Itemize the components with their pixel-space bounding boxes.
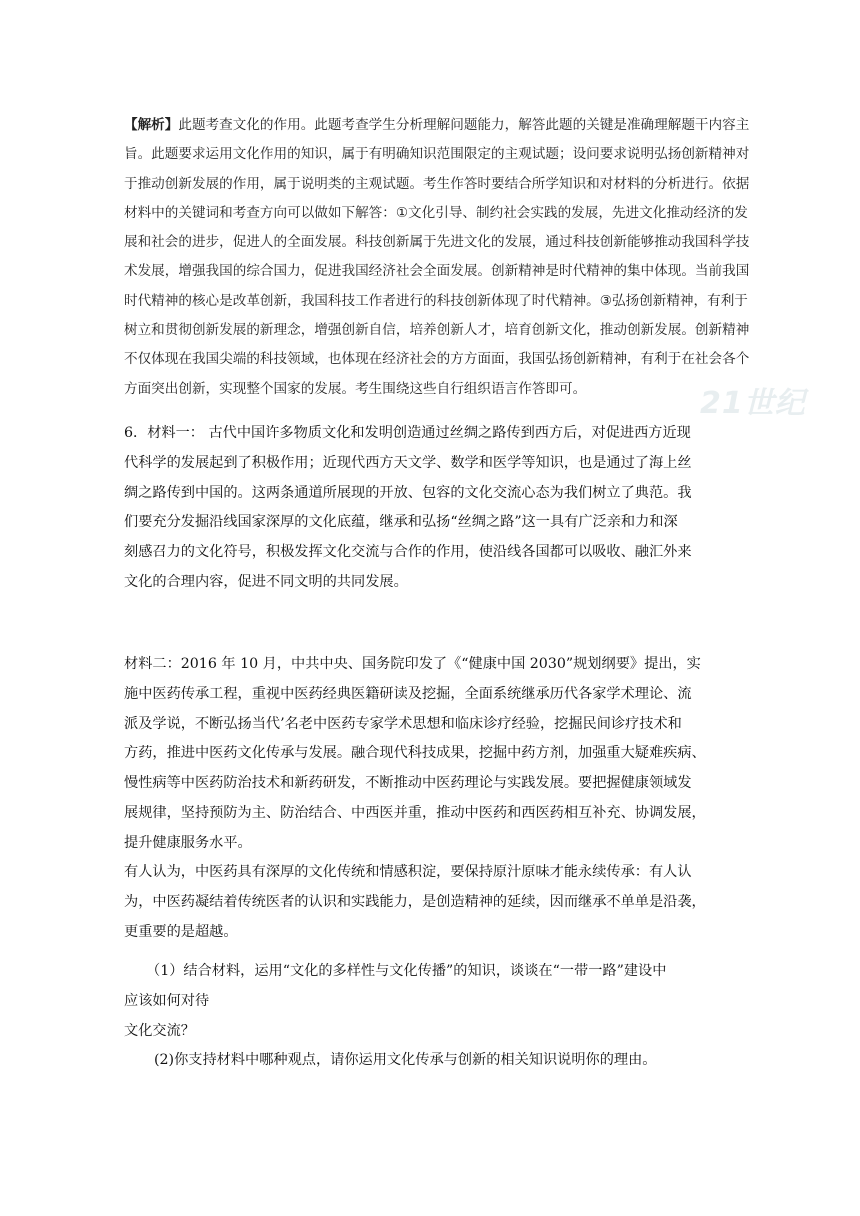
watermark-logo: 21世纪 xyxy=(700,386,806,421)
sub-question-1-line: 应该如何对待 xyxy=(124,992,210,1009)
viewpoints-paragraph xyxy=(124,858,736,947)
material-two-paragraph xyxy=(124,650,736,859)
analysis-line: 旨。此题要求运用文化作用的知识，属于有明确知识范围限定的主观试题；设问要求说明弘扬创新精神对 xyxy=(124,146,750,163)
viewpoints-line: 有人认为，中医药具有深厚的文化传统和情感积淀，要保持原汁原味才能永续传承：有人认 xyxy=(124,864,692,880)
analysis-line: 材料中的关键词和考查方向可以做如下解答：①文化引导、制约社会实践的发展，先进文化推动经济的发 xyxy=(124,204,748,221)
analysis-paragraph xyxy=(124,111,750,404)
sub-question-1-line: 文化交流？ xyxy=(124,1022,195,1039)
material-one-line: 绸之路传到中国的。这两条通道所展现的开放、包容的文化交流心态为我们树立了典范。我 xyxy=(124,484,692,501)
analysis-tag: 【解析】 xyxy=(124,117,179,133)
sub-questions xyxy=(124,957,736,1076)
material-two-line: 慢性病等中医药防治技术和新药研发，不断推动中医药理论与实践发展。要把握健康领域发 xyxy=(124,775,692,792)
analysis-line: 术发展，增强我国的综合国力，促进我国经济社会全面发展。创新精神是时代精神的集中体现。当前我国 xyxy=(124,263,750,280)
material-two-line: 展规律，坚持预防为主、防治结合、中西医并重，推动中医药和西医药相互补充、协调发展， xyxy=(124,804,706,821)
material-two-line: 材料二：2016 年 10 月，中共中央、国务院印发了《“健康中国 2030”规划纲要》提出，实 xyxy=(124,656,701,672)
sub-question-2: (2)你支持材料中哪种观点，请你运用文化传承与创新的相关知识说明你的理由。 xyxy=(154,1052,657,1069)
analysis-line: 展和社会的进步，促进人的全面发展。科技创新属于先进文化的发展，通过科技创新能够推动我国科学技 xyxy=(124,234,750,251)
analysis-line: 于推动创新发展的作用，属于说明类的主观试题。考生作答时要结合所学知识和对材料的分析进行。依据 xyxy=(124,175,750,192)
material-one-line: 们要充分发掘沿线国家深厚的文化底蕴，继承和弘扬“丝绸之路”这一具有广泛亲和力和深 xyxy=(124,514,678,531)
material-two-line: 方药，推进中医药文化传承与发展。融合现代科技成果，挖掘中药方剂，加强重大疑难疾病、 xyxy=(124,745,706,762)
material-two-line: 派及学说，不断弘扬当代’名老中医药专家学术思想和临床诊疗经验，挖掘民间诊疗技术和 xyxy=(124,715,682,732)
analysis-line: 树立和贯彻创新发展的新理念，增强创新自信，培养创新人才，培育创新文化，推动创新发展。创新精神 xyxy=(124,322,750,339)
material-one-line: 文化的合理内容，促进不同文明的共同发展。 xyxy=(124,573,408,590)
viewpoints-line: 更重要的是超越。 xyxy=(124,923,238,940)
material-two-line: 提升健康服务水平。 xyxy=(124,834,252,851)
viewpoints-line: 为，中医药凝结着传统医者的认识和实践能力，是创造精神的延续，因而继承不单单是沿袭， xyxy=(124,893,706,910)
analysis-line: 此题考查文化的作用。此题考查学生分析理解问题能力，解答此题的关键是准确理解题干内容主 xyxy=(178,117,750,133)
material-two-line: 施中医药传承工程，重视中医药经典医籍研读及挖掘，全面系统继承历代各家学术理论、流 xyxy=(124,685,692,702)
analysis-line: 时代精神的核心是改革创新，我国科技工作者进行的科技创新体现了时代精神。③弘扬创新精神，有利于 xyxy=(124,292,748,309)
material-one-line: 6．材料一： 古代中国许多物质文化和发明创造通过丝绸之路传到西方后，对促进西方近现 xyxy=(124,425,691,441)
material-one-line: 刻感召力的文化符号，积极发挥文化交流与合作的作用，使沿线各国都可以吸收、融汇外来 xyxy=(124,544,692,561)
sub-question-1-line: （1）结合材料，运用“文化的多样性与文化传播”的知识，谈谈在“一带一路”建设中 xyxy=(146,963,667,979)
material-one-line: 代科学的发展起到了积极作用；近现代西方天文学、数学和医学等知识，也是通过了海上丝 xyxy=(124,454,692,471)
analysis-line: 不仅体现在我国尖端的科技领域，也体现在经济社会的方方面面，我国弘扬创新精神，有利于在社会各个 xyxy=(124,351,750,368)
material-one-paragraph xyxy=(124,419,736,598)
analysis-line: 方面突出创新，实现整个国家的发展。考生围绕这些自行组织语言作答即可。 xyxy=(124,380,587,397)
